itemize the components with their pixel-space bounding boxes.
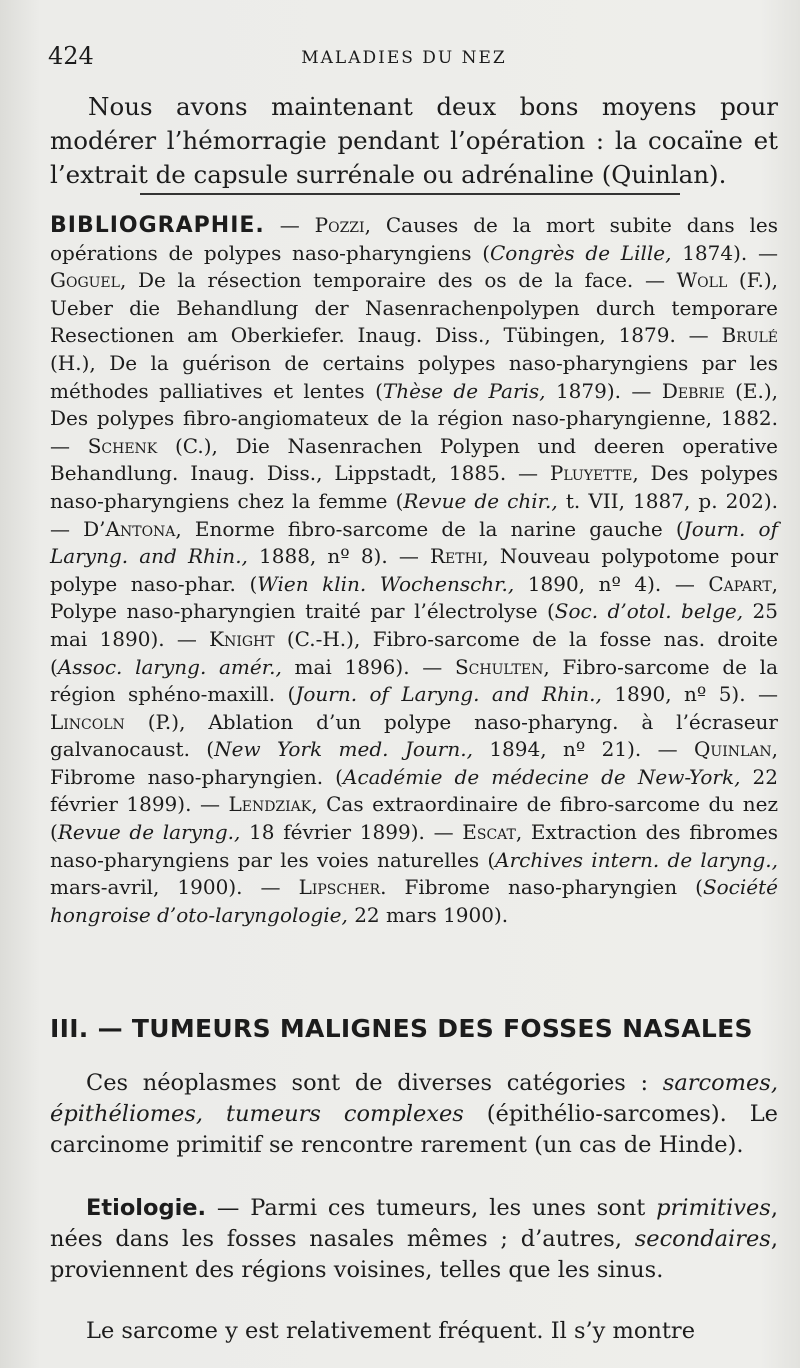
bibliography	[50, 212, 778, 929]
paragraph-text: Ces néoplasmes sont de diverses catégories :	[86, 1070, 663, 1096]
entry-text: 22 février 1899).	[50, 764, 778, 817]
entry-text: t. VII, 1887, p. 202).	[557, 488, 779, 513]
page-header	[48, 42, 760, 76]
entry-source: Wien klin. Wochenschr.,	[257, 571, 515, 596]
entry-author: Schenk	[87, 433, 158, 458]
entry-source: Journ. of Laryng. and Rhin.,	[295, 682, 602, 707]
entry-author: Schulten	[454, 654, 544, 679]
entry-author: Debrie	[661, 378, 725, 403]
intro-paragraph: Nous avons maintenant deux bons moyens pour modérer l’hémorragie pendant l’opération : la cocaïne et l’extrait de capsule surrénale ou adrénaline (Quinlan).	[50, 92, 778, 189]
entry-dash: —	[758, 682, 779, 707]
entry-text: 1888, nº 8).	[247, 544, 399, 569]
entry-author: Knight	[209, 626, 275, 651]
entry-source: Société hongroise d’oto-laryngologie,	[50, 875, 778, 927]
entry-text: (F.), Ueber die Behandlung der Nasenrachenpolypen durch temporare Resectionen am Oberkiefer. Inaug. Diss., Tübingen, 1879.	[50, 268, 778, 348]
entry-author: Pozzi	[314, 213, 365, 237]
entry-dash: —	[631, 378, 662, 403]
entry-dash: —	[518, 461, 550, 486]
entry-text: . Fibrome naso-pharyngien (	[380, 875, 703, 900]
paragraph-sarcome: Le sarcome y est relativement fréquent. Il s’y montre	[86, 1318, 696, 1344]
entry-author: Brulé	[721, 323, 779, 348]
entry-text: , Fibrome naso-pharyngien. (	[50, 737, 779, 789]
entry-dash: —	[50, 433, 88, 458]
entry-text: (P.), Ablation d’un polype naso-pharyng. à l’écraseur galvanocaust. (	[50, 709, 778, 762]
entry-dash: —	[176, 626, 210, 651]
entry-author: Goguel	[50, 268, 120, 293]
entry-source: New York med. Journ.,	[214, 737, 473, 762]
entry-text: 25 mai 1890).	[50, 599, 779, 651]
entry-dash: —	[422, 654, 455, 679]
entry-dash: —	[398, 544, 430, 569]
paragraph-italic: sarcomes, épithéliomes, tumeurs complexes	[50, 1070, 778, 1127]
entry-text: , Extraction des fibromes naso-pharyngiens par les voies naturelles (	[50, 820, 779, 872]
entry-author: Lipscher	[298, 875, 381, 900]
entry-dash: —	[688, 323, 722, 348]
entry-dash: —	[279, 213, 315, 237]
paragraph-text: — Parmi ces tumeurs, les unes sont	[206, 1195, 657, 1221]
entry-source: Assoc. laryng. amér.,	[57, 654, 282, 679]
entry-dash: —	[644, 268, 677, 293]
paragraph-text: , nées dans les fosses nasales mêmes ; d’autres,	[50, 1195, 778, 1252]
paragraph-italic: secondaires	[634, 1226, 771, 1252]
entry-text: 18 février 1899).	[240, 820, 434, 845]
entry-source: Journ. of Laryng. and Rhin.,	[50, 516, 778, 569]
entry-text: (C.-H.), Fibro-sarcome de la fosse nas. droite (	[50, 626, 778, 679]
entry-author: Rethi	[430, 544, 483, 569]
entry-author: Woll	[676, 268, 728, 293]
entry-source: Archives intern. de laryng.,	[495, 847, 778, 872]
entry-text: , Fibro-sarcome de la région sphéno-maxill. (	[50, 654, 779, 707]
section-heading: III. — TUMEURS MALIGNES DES FOSSES NASALES	[50, 1014, 753, 1043]
entry-dash: —	[50, 516, 84, 541]
paragraph-text: (épithélio-sarcomes). Le carcinome primitif se rencontre rarement (un cas de Hinde).	[50, 1101, 779, 1158]
entry-author: Lendziak	[228, 792, 312, 817]
entry-source: Thèse de Paris,	[382, 378, 546, 403]
entry-text: mai 1896).	[281, 654, 423, 679]
entry-author: Quinlan	[694, 737, 772, 762]
page-number: 424	[48, 42, 94, 70]
bibliography-entries	[50, 213, 778, 927]
paragraph-italic: primitives	[656, 1195, 771, 1221]
entry-text: (C.), Die Nasenrachen Polypen und deeren operative Behandlung. Inaug. Diss., Lippstadt, 1885.	[50, 433, 778, 486]
entry-author: Lincoln	[50, 709, 125, 734]
entry-author: D’Antona	[83, 516, 176, 541]
paragraph-text: , proviennent des régions voisines, telles que les sinus.	[50, 1226, 778, 1283]
entry-text: , Des polypes naso-pharyngiens chez la femme (	[50, 461, 778, 513]
entry-dash: —	[674, 571, 709, 596]
entry-text: mars-avril, 1900).	[50, 875, 261, 900]
entry-text: , Cas extraordinaire de fibro-sarcome du nez (	[50, 792, 778, 845]
entry-text: 1879).	[545, 378, 632, 403]
entry-dash: —	[433, 820, 463, 845]
entry-author: Escat	[462, 820, 516, 845]
entry-source: Soc. d’otol. belge,	[554, 599, 744, 624]
entry-text: 1890, nº 5).	[601, 682, 759, 707]
entry-text: 1890, nº 4).	[514, 571, 675, 596]
paragraph-neoplasmes	[50, 1068, 778, 1161]
bibliography-heading: BIBLIOGRAPHIE.	[50, 213, 265, 238]
entry-source: Congrès de Lille,	[490, 240, 672, 265]
entry-source: Revue de chir.,	[403, 488, 558, 513]
entry-text: , Enorme fibro-sarcome de la narine gauche (	[175, 516, 684, 541]
entry-author: Pluyette	[549, 461, 633, 486]
entry-source: Académie de médecine de New-York,	[343, 764, 741, 789]
entry-text: 1894, nº 21).	[472, 737, 658, 762]
paragraph-etiologie	[50, 1193, 778, 1286]
entry-text: 1874).	[671, 240, 758, 265]
separator-rule	[140, 193, 680, 195]
running-head: MALADIES DU NEZ	[301, 48, 507, 68]
entry-dash: —	[199, 792, 229, 817]
entry-author: Capart	[708, 571, 772, 596]
entry-text: (E.), Des polypes fibro-angiomateux de la région naso-pharyngienne, 1882.	[50, 378, 778, 431]
entry-text: (H.), De la guérison de certains polypes naso-pharyngiens par les méthodes palliatives et lentes (	[50, 350, 778, 403]
entry-text: , Polype naso-pharyngien traité par l’électrolyse (	[50, 571, 779, 624]
entry-text: , Causes de la mort subite dans les opérations de polypes naso-pharyngiens (	[50, 213, 779, 265]
entry-text: , Nouveau polypotome pour polype naso-phar. (	[50, 544, 779, 596]
run-in-heading: Etiologie.	[86, 1195, 207, 1221]
entry-text: , De la résection temporaire des os de la face.	[119, 268, 645, 293]
entry-dash: —	[758, 240, 778, 265]
entry-text: 22 mars 1900).	[347, 902, 509, 927]
entry-source: Revue de laryng.,	[57, 820, 241, 845]
entry-dash: —	[657, 737, 695, 762]
entry-dash: —	[260, 875, 299, 900]
